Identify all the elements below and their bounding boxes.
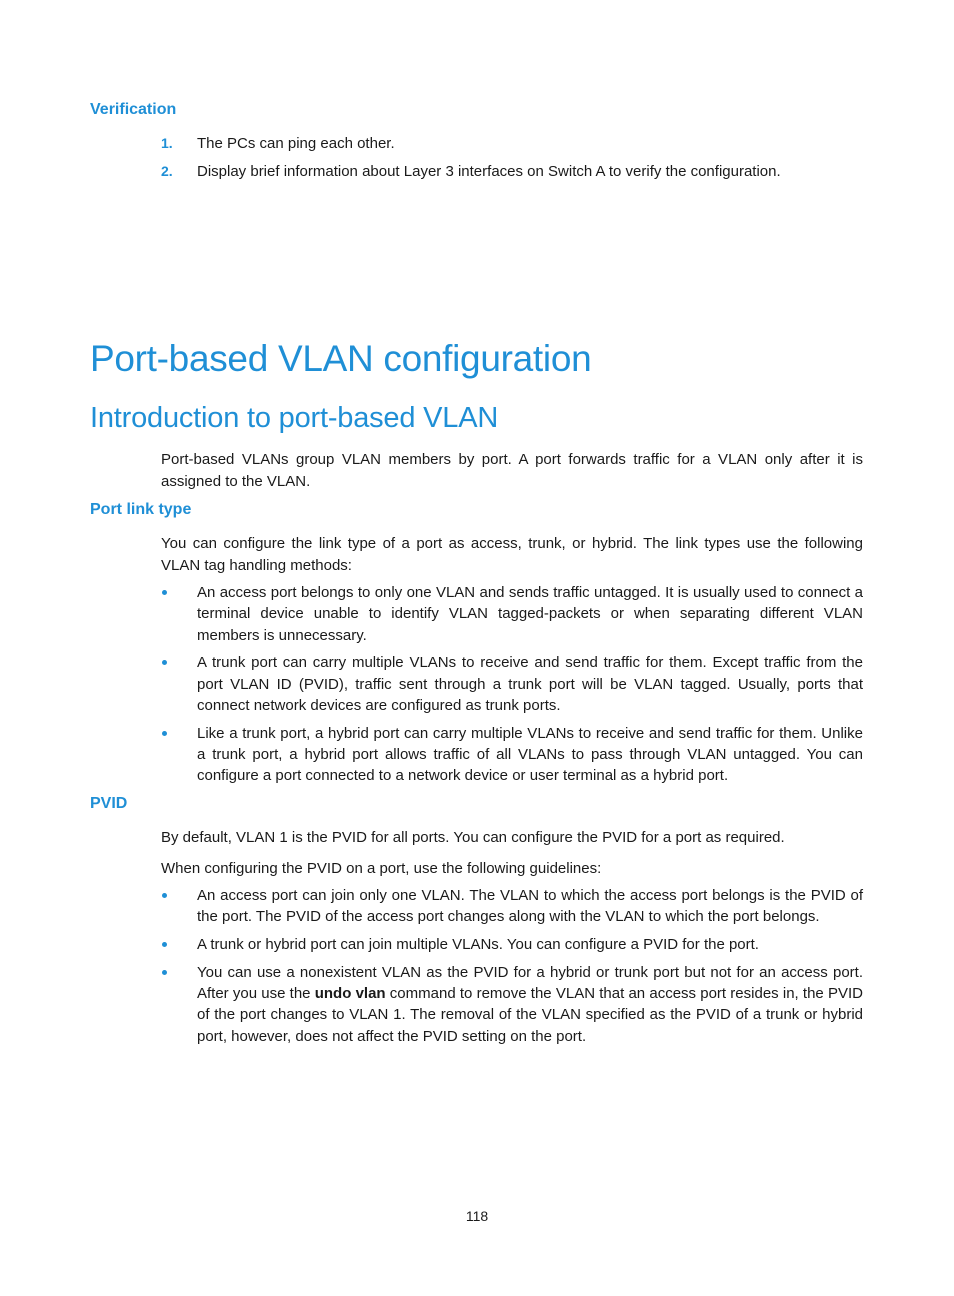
port-link-type-bullets <box>161 582 863 793</box>
step-text: The PCs can ping each other. <box>197 135 395 152</box>
heading-pvid: PVID <box>90 795 128 812</box>
bullet-text: An access port belongs to only one VLAN and sends traffic untagged. It is usually used to connect a terminal device unable to identify VLAN tagged-packets or when separating different VLAN members is unnecessary. <box>197 584 863 644</box>
list-item <box>161 652 863 716</box>
bullet-icon <box>162 893 167 898</box>
verification-steps <box>161 133 863 189</box>
bullet-text: A trunk or hybrid port can join multiple VLANs. You can configure a PVID for the port. <box>197 936 759 954</box>
bullet-text-part: command to remove the VLAN that an access port resides in, the PVID of the port changes to VLAN 1. The removal of the VLAN specified as the PVID of a trunk or hybrid port, however, does not affect the PVID setting on the port. <box>197 985 863 1045</box>
heading-port-link-type: Port link type <box>90 501 192 518</box>
intro-paragraph: Port-based VLANs group VLAN members by port. A port forwards traffic for a VLAN only after it is assigned to the VLAN. <box>161 451 863 490</box>
pvid-bullets <box>161 885 863 1054</box>
list-item <box>161 723 863 787</box>
step-text: Display brief information about Layer 3 interfaces on Switch A to verify the configuration. <box>197 163 781 180</box>
list-item <box>161 934 863 955</box>
step-number: 2. <box>161 163 173 179</box>
bullet-icon <box>162 942 167 947</box>
bullet-icon <box>162 660 167 665</box>
bullet-text: An access port can join only one VLAN. The VLAN to which the access port belongs is the PVID of the port. The PVID of the access port changes along with the VLAN to which the port belongs. <box>197 887 863 926</box>
pvid-paragraph-2: When configuring the PVID on a port, use the following guidelines: <box>161 860 602 877</box>
list-item <box>161 133 863 155</box>
bullet-text-part: You can use a nonexistent VLAN as the PVID for a hybrid or trunk port but not for an access port. After you use the <box>197 963 863 1003</box>
chapter-title: Port-based VLAN configuration <box>90 338 592 379</box>
list-item <box>161 582 863 646</box>
bullet-icon <box>162 970 167 975</box>
list-item <box>161 962 863 1047</box>
list-item <box>161 161 863 183</box>
pvid-paragraph-1: By default, VLAN 1 is the PVID for all ports. You can configure the PVID for a port as required. <box>161 829 785 846</box>
port-link-type-paragraph: You can configure the link type of a port as access, trunk, or hybrid. The link types use the following VLAN tag handling methods: <box>161 535 863 574</box>
heading-introduction: Introduction to port-based VLAN <box>90 402 499 434</box>
bullet-icon <box>162 731 167 736</box>
bullet-text: A trunk port can carry multiple VLANs to receive and send traffic for them. Except traffic from the port VLAN ID (PVID), traffic sent through a trunk port will be VLAN tagged. Usually, ports that connect network devices are configured as trunk ports. <box>197 654 863 714</box>
bullet-text: Like a trunk port, a hybrid port can carry multiple VLANs to receive and send traffic for them. Unlike a trunk port, a hybrid port allows traffic of all VLANs to pass through VLAN untagged. You can configure a port connected to a network device or user terminal as a hybrid port. <box>197 724 863 785</box>
bullet-icon <box>162 590 167 595</box>
step-number: 1. <box>161 135 173 151</box>
page-number: 118 <box>465 1208 489 1224</box>
list-item <box>161 885 863 928</box>
heading-verification: Verification <box>90 101 177 118</box>
command-keyword: undo vlan <box>314 985 386 1003</box>
